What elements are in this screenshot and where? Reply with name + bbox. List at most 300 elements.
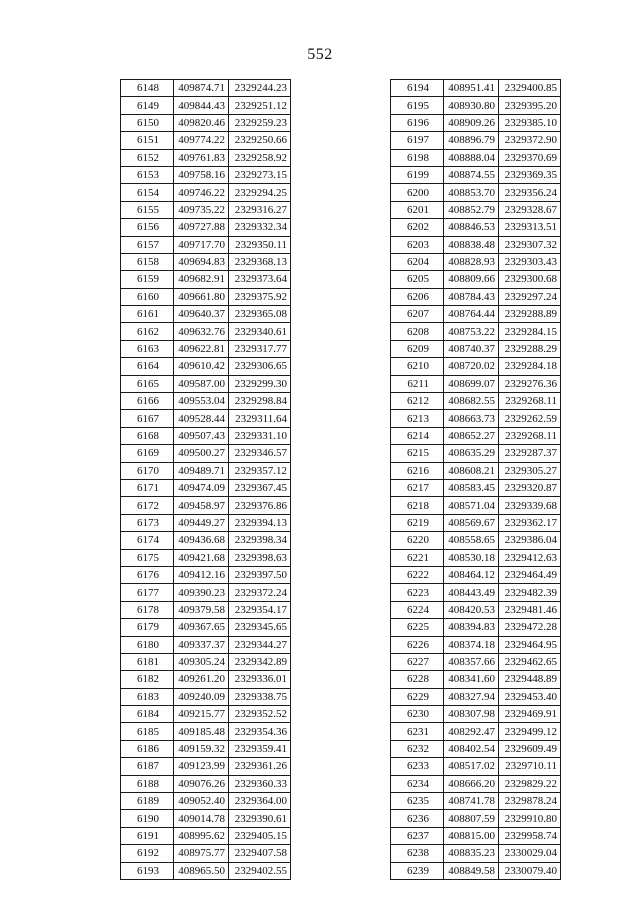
x-coordinate-cell: 409500.27 xyxy=(174,445,229,462)
y-coordinate-cell: 2329307.32 xyxy=(499,236,561,253)
y-coordinate-cell: 2329370.69 xyxy=(499,149,561,166)
table-row xyxy=(391,827,561,844)
point-id-cell: 6225 xyxy=(391,619,444,636)
x-coordinate-cell: 408357.66 xyxy=(444,653,499,670)
x-coordinate-cell: 409052.40 xyxy=(174,793,229,810)
table-row xyxy=(391,410,561,427)
x-coordinate-cell: 408720.02 xyxy=(444,358,499,375)
x-coordinate-cell: 409528.44 xyxy=(174,410,229,427)
table-row xyxy=(121,462,291,479)
y-coordinate-cell: 2329395.20 xyxy=(499,97,561,114)
x-coordinate-cell: 409727.88 xyxy=(174,219,229,236)
point-id-cell: 6199 xyxy=(391,166,444,183)
y-coordinate-cell: 2329250.66 xyxy=(229,132,291,149)
table-row xyxy=(121,758,291,775)
x-coordinate-cell: 408930.80 xyxy=(444,97,499,114)
x-coordinate-cell: 408699.07 xyxy=(444,375,499,392)
point-id-cell: 6202 xyxy=(391,219,444,236)
point-id-cell: 6233 xyxy=(391,758,444,775)
point-id-cell: 6226 xyxy=(391,636,444,653)
point-id-cell: 6218 xyxy=(391,497,444,514)
x-coordinate-cell: 409661.80 xyxy=(174,288,229,305)
x-coordinate-cell: 409874.71 xyxy=(174,80,229,97)
table-row xyxy=(121,288,291,305)
y-coordinate-cell: 2330079.40 xyxy=(499,862,561,879)
point-id-cell: 6179 xyxy=(121,619,174,636)
x-coordinate-cell: 409159.32 xyxy=(174,740,229,757)
point-id-cell: 6150 xyxy=(121,114,174,131)
y-coordinate-cell: 2329316.27 xyxy=(229,201,291,218)
point-id-cell: 6222 xyxy=(391,566,444,583)
point-id-cell: 6171 xyxy=(121,479,174,496)
table-row xyxy=(391,497,561,514)
y-coordinate-cell: 2329397.50 xyxy=(229,566,291,583)
y-coordinate-cell: 2329268.11 xyxy=(499,427,561,444)
point-id-cell: 6148 xyxy=(121,80,174,97)
table-row xyxy=(391,636,561,653)
x-coordinate-cell: 408815.00 xyxy=(444,827,499,844)
point-id-cell: 6181 xyxy=(121,653,174,670)
point-id-cell: 6158 xyxy=(121,253,174,270)
y-coordinate-cell: 2329402.55 xyxy=(229,862,291,879)
point-id-cell: 6235 xyxy=(391,793,444,810)
point-id-cell: 6180 xyxy=(121,636,174,653)
x-coordinate-cell: 408874.55 xyxy=(444,166,499,183)
table-row xyxy=(391,793,561,810)
point-id-cell: 6178 xyxy=(121,601,174,618)
table-row xyxy=(391,845,561,862)
x-coordinate-cell: 408753.22 xyxy=(444,323,499,340)
point-id-cell: 6198 xyxy=(391,149,444,166)
point-id-cell: 6153 xyxy=(121,166,174,183)
y-coordinate-cell: 2329262.59 xyxy=(499,410,561,427)
x-coordinate-cell: 408652.27 xyxy=(444,427,499,444)
table-row xyxy=(391,375,561,392)
table-row xyxy=(121,723,291,740)
x-coordinate-cell: 408838.48 xyxy=(444,236,499,253)
y-coordinate-cell: 2329481.46 xyxy=(499,601,561,618)
x-coordinate-cell: 409694.83 xyxy=(174,253,229,270)
y-coordinate-cell: 2329372.90 xyxy=(499,132,561,149)
point-id-cell: 6174 xyxy=(121,532,174,549)
table-row xyxy=(121,427,291,444)
table-row xyxy=(121,514,291,531)
x-coordinate-cell: 409640.37 xyxy=(174,306,229,323)
y-coordinate-cell: 2329306.65 xyxy=(229,358,291,375)
x-coordinate-cell: 409412.16 xyxy=(174,566,229,583)
table-row xyxy=(121,323,291,340)
y-coordinate-cell: 2329372.24 xyxy=(229,584,291,601)
point-id-cell: 6228 xyxy=(391,671,444,688)
x-coordinate-cell: 408682.55 xyxy=(444,393,499,410)
x-coordinate-cell: 409185.48 xyxy=(174,723,229,740)
table-row xyxy=(121,584,291,601)
table-row xyxy=(391,219,561,236)
table-row xyxy=(121,810,291,827)
x-coordinate-cell: 408975.77 xyxy=(174,845,229,862)
table-row xyxy=(121,636,291,653)
x-coordinate-cell: 409474.09 xyxy=(174,479,229,496)
point-id-cell: 6207 xyxy=(391,306,444,323)
y-coordinate-cell: 2329453.40 xyxy=(499,688,561,705)
x-coordinate-cell: 409507.43 xyxy=(174,427,229,444)
x-coordinate-cell: 408635.29 xyxy=(444,445,499,462)
point-id-cell: 6182 xyxy=(121,671,174,688)
x-coordinate-cell: 408420.53 xyxy=(444,601,499,618)
table-row xyxy=(391,201,561,218)
y-coordinate-cell: 2329362.17 xyxy=(499,514,561,531)
y-coordinate-cell: 2329276.36 xyxy=(499,375,561,392)
table-row xyxy=(121,653,291,670)
x-coordinate-cell: 408443.49 xyxy=(444,584,499,601)
y-coordinate-cell: 2329373.64 xyxy=(229,271,291,288)
table-row xyxy=(121,253,291,270)
point-id-cell: 6165 xyxy=(121,375,174,392)
y-coordinate-cell: 2329361.26 xyxy=(229,758,291,775)
table-row xyxy=(391,775,561,792)
point-id-cell: 6166 xyxy=(121,393,174,410)
point-id-cell: 6221 xyxy=(391,549,444,566)
x-coordinate-cell: 409553.04 xyxy=(174,393,229,410)
point-id-cell: 6173 xyxy=(121,514,174,531)
table-row xyxy=(121,862,291,879)
x-coordinate-cell: 409436.68 xyxy=(174,532,229,549)
x-coordinate-cell: 409240.09 xyxy=(174,688,229,705)
y-coordinate-cell: 2329338.75 xyxy=(229,688,291,705)
x-coordinate-cell: 409215.77 xyxy=(174,706,229,723)
y-coordinate-cell: 2329299.30 xyxy=(229,375,291,392)
point-id-cell: 6203 xyxy=(391,236,444,253)
point-id-cell: 6170 xyxy=(121,462,174,479)
table-row xyxy=(121,306,291,323)
table-row xyxy=(391,532,561,549)
page-number: 552 xyxy=(307,46,333,63)
y-coordinate-cell: 2329342.89 xyxy=(229,653,291,670)
table-row xyxy=(391,306,561,323)
y-coordinate-cell: 2329398.63 xyxy=(229,549,291,566)
x-coordinate-cell: 409449.27 xyxy=(174,514,229,531)
point-id-cell: 6190 xyxy=(121,810,174,827)
y-coordinate-cell: 2329354.36 xyxy=(229,723,291,740)
point-id-cell: 6237 xyxy=(391,827,444,844)
point-id-cell: 6224 xyxy=(391,601,444,618)
x-coordinate-cell: 409367.65 xyxy=(174,619,229,636)
table-row xyxy=(391,393,561,410)
table-row xyxy=(391,810,561,827)
y-coordinate-cell: 2329288.29 xyxy=(499,340,561,357)
table-row xyxy=(391,601,561,618)
table-row xyxy=(121,827,291,844)
table-row xyxy=(391,340,561,357)
point-id-cell: 6238 xyxy=(391,845,444,862)
x-coordinate-cell: 408374.18 xyxy=(444,636,499,653)
y-coordinate-cell: 2329394.13 xyxy=(229,514,291,531)
x-coordinate-cell: 409014.78 xyxy=(174,810,229,827)
y-coordinate-cell: 2329288.89 xyxy=(499,306,561,323)
point-id-cell: 6204 xyxy=(391,253,444,270)
point-id-cell: 6161 xyxy=(121,306,174,323)
point-id-cell: 6184 xyxy=(121,706,174,723)
point-id-cell: 6212 xyxy=(391,393,444,410)
x-coordinate-cell: 408307.98 xyxy=(444,706,499,723)
y-coordinate-cell: 2329368.13 xyxy=(229,253,291,270)
x-coordinate-cell: 409379.58 xyxy=(174,601,229,618)
table-row xyxy=(121,793,291,810)
x-coordinate-cell: 408571.04 xyxy=(444,497,499,514)
y-coordinate-cell: 2329339.68 xyxy=(499,497,561,514)
x-coordinate-cell: 408663.73 xyxy=(444,410,499,427)
table-row xyxy=(121,236,291,253)
y-coordinate-cell: 2329398.34 xyxy=(229,532,291,549)
x-coordinate-cell: 408852.79 xyxy=(444,201,499,218)
y-coordinate-cell: 2329364.00 xyxy=(229,793,291,810)
table-row xyxy=(121,340,291,357)
right-table-body xyxy=(391,80,561,880)
point-id-cell: 6234 xyxy=(391,775,444,792)
y-coordinate-cell: 2329344.27 xyxy=(229,636,291,653)
table-row xyxy=(391,358,561,375)
y-coordinate-cell: 2329313.51 xyxy=(499,219,561,236)
y-coordinate-cell: 2329376.86 xyxy=(229,497,291,514)
y-coordinate-cell: 2329244.23 xyxy=(229,80,291,97)
table-row xyxy=(391,236,561,253)
y-coordinate-cell: 2329360.33 xyxy=(229,775,291,792)
table-row xyxy=(391,462,561,479)
y-coordinate-cell: 2329298.84 xyxy=(229,393,291,410)
table-row xyxy=(121,393,291,410)
y-coordinate-cell: 2329305.27 xyxy=(499,462,561,479)
x-coordinate-cell: 408764.44 xyxy=(444,306,499,323)
point-id-cell: 6229 xyxy=(391,688,444,705)
point-id-cell: 6151 xyxy=(121,132,174,149)
point-id-cell: 6154 xyxy=(121,184,174,201)
point-id-cell: 6164 xyxy=(121,358,174,375)
x-coordinate-cell: 408558.65 xyxy=(444,532,499,549)
table-row xyxy=(391,619,561,636)
x-coordinate-cell: 409774.22 xyxy=(174,132,229,149)
y-coordinate-cell: 2329407.58 xyxy=(229,845,291,862)
point-id-cell: 6196 xyxy=(391,114,444,131)
x-coordinate-cell: 408608.21 xyxy=(444,462,499,479)
table-row xyxy=(391,653,561,670)
y-coordinate-cell: 2329958.74 xyxy=(499,827,561,844)
table-row xyxy=(121,740,291,757)
table-row xyxy=(391,166,561,183)
point-id-cell: 6168 xyxy=(121,427,174,444)
point-id-cell: 6191 xyxy=(121,827,174,844)
left-coordinate-table xyxy=(120,79,291,880)
table-row xyxy=(121,549,291,566)
table-row xyxy=(391,566,561,583)
point-id-cell: 6205 xyxy=(391,271,444,288)
y-coordinate-cell: 2329284.18 xyxy=(499,358,561,375)
table-row xyxy=(121,410,291,427)
point-id-cell: 6230 xyxy=(391,706,444,723)
table-row xyxy=(121,688,291,705)
x-coordinate-cell: 408517.02 xyxy=(444,758,499,775)
x-coordinate-cell: 409489.71 xyxy=(174,462,229,479)
y-coordinate-cell: 2329268.11 xyxy=(499,393,561,410)
y-coordinate-cell: 2329385.10 xyxy=(499,114,561,131)
y-coordinate-cell: 2329482.39 xyxy=(499,584,561,601)
table-row xyxy=(121,149,291,166)
x-coordinate-cell: 408835.23 xyxy=(444,845,499,862)
y-coordinate-cell: 2329303.43 xyxy=(499,253,561,270)
table-row xyxy=(391,584,561,601)
x-coordinate-cell: 409682.91 xyxy=(174,271,229,288)
point-id-cell: 6219 xyxy=(391,514,444,531)
y-coordinate-cell: 2329300.68 xyxy=(499,271,561,288)
point-id-cell: 6157 xyxy=(121,236,174,253)
point-id-cell: 6187 xyxy=(121,758,174,775)
point-id-cell: 6183 xyxy=(121,688,174,705)
y-coordinate-cell: 2329356.24 xyxy=(499,184,561,201)
table-row xyxy=(391,740,561,757)
y-coordinate-cell: 2329369.35 xyxy=(499,166,561,183)
y-coordinate-cell: 2329258.92 xyxy=(229,149,291,166)
table-row xyxy=(391,549,561,566)
x-coordinate-cell: 408888.04 xyxy=(444,149,499,166)
point-id-cell: 6200 xyxy=(391,184,444,201)
table-row xyxy=(391,149,561,166)
table-row xyxy=(121,671,291,688)
y-coordinate-cell: 2329365.08 xyxy=(229,306,291,323)
y-coordinate-cell: 2329328.67 xyxy=(499,201,561,218)
table-row xyxy=(121,845,291,862)
table-row xyxy=(391,671,561,688)
table-row xyxy=(121,80,291,97)
point-id-cell: 6216 xyxy=(391,462,444,479)
x-coordinate-cell: 409717.70 xyxy=(174,236,229,253)
y-coordinate-cell: 2329829.22 xyxy=(499,775,561,792)
x-coordinate-cell: 408896.79 xyxy=(444,132,499,149)
y-coordinate-cell: 2329405.15 xyxy=(229,827,291,844)
point-id-cell: 6217 xyxy=(391,479,444,496)
y-coordinate-cell: 2329910.80 xyxy=(499,810,561,827)
y-coordinate-cell: 2329464.95 xyxy=(499,636,561,653)
point-id-cell: 6159 xyxy=(121,271,174,288)
point-id-cell: 6176 xyxy=(121,566,174,583)
point-id-cell: 6215 xyxy=(391,445,444,462)
x-coordinate-cell: 409844.43 xyxy=(174,97,229,114)
point-id-cell: 6194 xyxy=(391,80,444,97)
y-coordinate-cell: 2329320.87 xyxy=(499,479,561,496)
x-coordinate-cell: 408292.47 xyxy=(444,723,499,740)
y-coordinate-cell: 2330029.04 xyxy=(499,845,561,862)
y-coordinate-cell: 2329332.34 xyxy=(229,219,291,236)
y-coordinate-cell: 2329345.65 xyxy=(229,619,291,636)
table-row xyxy=(121,566,291,583)
point-id-cell: 6193 xyxy=(121,862,174,879)
y-coordinate-cell: 2329390.61 xyxy=(229,810,291,827)
y-coordinate-cell: 2329352.52 xyxy=(229,706,291,723)
x-coordinate-cell: 408327.94 xyxy=(444,688,499,705)
table-row xyxy=(391,184,561,201)
table-row xyxy=(121,114,291,131)
point-id-cell: 6162 xyxy=(121,323,174,340)
y-coordinate-cell: 2329375.92 xyxy=(229,288,291,305)
point-id-cell: 6188 xyxy=(121,775,174,792)
table-row xyxy=(391,479,561,496)
point-id-cell: 6149 xyxy=(121,97,174,114)
x-coordinate-cell: 408853.70 xyxy=(444,184,499,201)
y-coordinate-cell: 2329297.24 xyxy=(499,288,561,305)
point-id-cell: 6232 xyxy=(391,740,444,757)
left-table-body xyxy=(121,80,291,880)
table-row xyxy=(121,166,291,183)
table-row xyxy=(121,271,291,288)
y-coordinate-cell: 2329400.85 xyxy=(499,80,561,97)
y-coordinate-cell: 2329354.17 xyxy=(229,601,291,618)
x-coordinate-cell: 408569.67 xyxy=(444,514,499,531)
table-row xyxy=(391,97,561,114)
y-coordinate-cell: 2329464.49 xyxy=(499,566,561,583)
y-coordinate-cell: 2329448.89 xyxy=(499,671,561,688)
table-row xyxy=(121,775,291,792)
x-coordinate-cell: 409123.99 xyxy=(174,758,229,775)
x-coordinate-cell: 408909.26 xyxy=(444,114,499,131)
point-id-cell: 6185 xyxy=(121,723,174,740)
x-coordinate-cell: 408965.50 xyxy=(174,862,229,879)
table-row xyxy=(121,132,291,149)
point-id-cell: 6163 xyxy=(121,340,174,357)
y-coordinate-cell: 2329294.25 xyxy=(229,184,291,201)
y-coordinate-cell: 2329287.37 xyxy=(499,445,561,462)
point-id-cell: 6211 xyxy=(391,375,444,392)
table-row xyxy=(391,253,561,270)
x-coordinate-cell: 408666.20 xyxy=(444,775,499,792)
x-coordinate-cell: 409305.24 xyxy=(174,653,229,670)
table-row xyxy=(121,358,291,375)
table-row xyxy=(391,271,561,288)
x-coordinate-cell: 409820.46 xyxy=(174,114,229,131)
x-coordinate-cell: 408583.45 xyxy=(444,479,499,496)
x-coordinate-cell: 409746.22 xyxy=(174,184,229,201)
table-row xyxy=(121,479,291,496)
table-row xyxy=(391,723,561,740)
point-id-cell: 6197 xyxy=(391,132,444,149)
x-coordinate-cell: 408849.58 xyxy=(444,862,499,879)
x-coordinate-cell: 409735.22 xyxy=(174,201,229,218)
point-id-cell: 6220 xyxy=(391,532,444,549)
y-coordinate-cell: 2329336.01 xyxy=(229,671,291,688)
x-coordinate-cell: 408828.93 xyxy=(444,253,499,270)
point-id-cell: 6210 xyxy=(391,358,444,375)
y-coordinate-cell: 2329499.12 xyxy=(499,723,561,740)
table-row xyxy=(391,706,561,723)
point-id-cell: 6195 xyxy=(391,97,444,114)
x-coordinate-cell: 409622.81 xyxy=(174,340,229,357)
x-coordinate-cell: 408740.37 xyxy=(444,340,499,357)
y-coordinate-cell: 2329340.61 xyxy=(229,323,291,340)
table-row xyxy=(121,619,291,636)
y-coordinate-cell: 2329259.23 xyxy=(229,114,291,131)
y-coordinate-cell: 2329367.45 xyxy=(229,479,291,496)
table-row xyxy=(121,201,291,218)
x-coordinate-cell: 409421.68 xyxy=(174,549,229,566)
y-coordinate-cell: 2329412.63 xyxy=(499,549,561,566)
x-coordinate-cell: 408846.53 xyxy=(444,219,499,236)
point-id-cell: 6223 xyxy=(391,584,444,601)
table-row xyxy=(391,323,561,340)
point-id-cell: 6155 xyxy=(121,201,174,218)
point-id-cell: 6227 xyxy=(391,653,444,670)
x-coordinate-cell: 409587.00 xyxy=(174,375,229,392)
y-coordinate-cell: 2329386.04 xyxy=(499,532,561,549)
table-row xyxy=(391,445,561,462)
x-coordinate-cell: 408807.59 xyxy=(444,810,499,827)
table-row xyxy=(391,758,561,775)
